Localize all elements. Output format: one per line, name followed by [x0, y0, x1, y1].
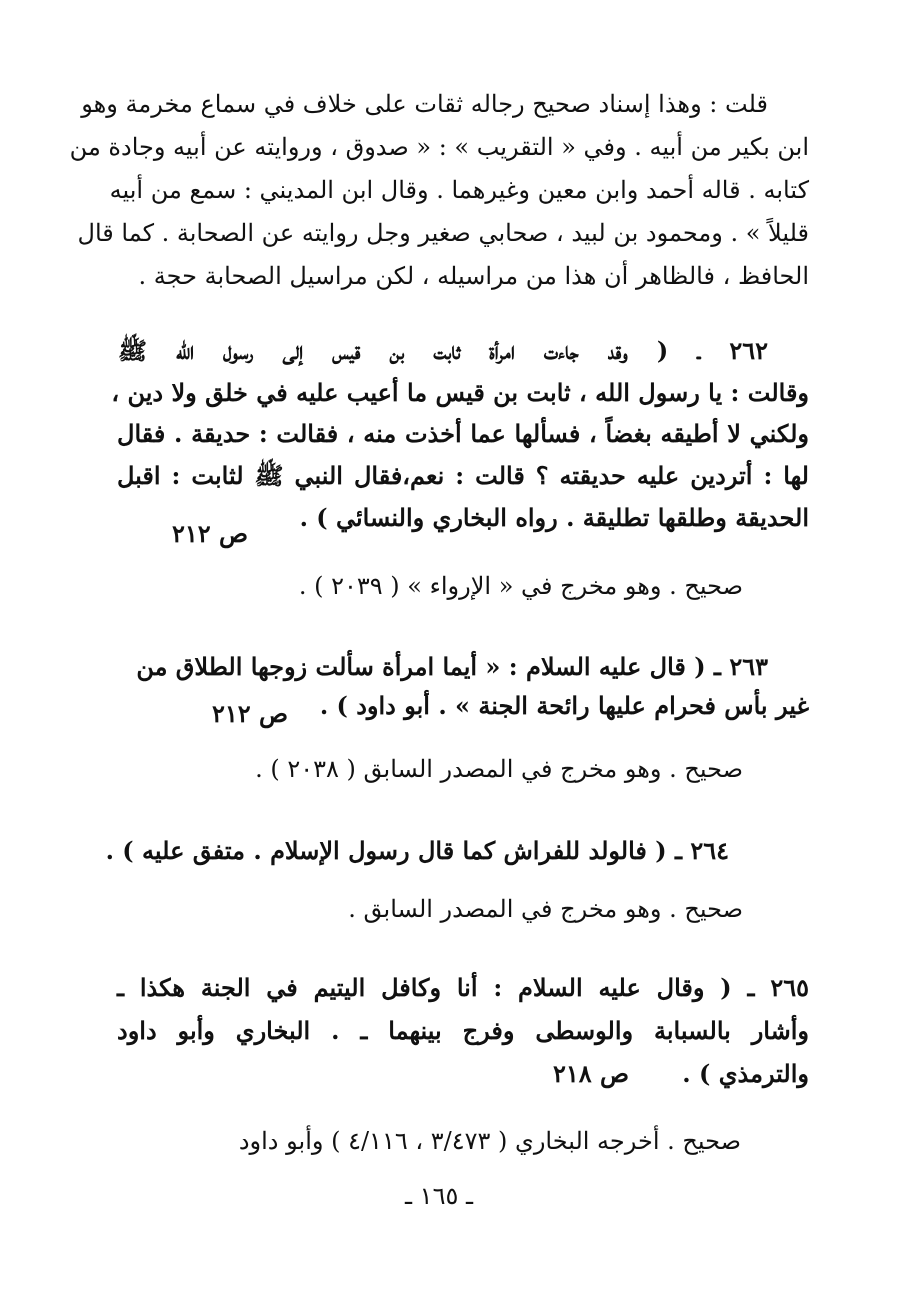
hadith-262-line-4: لها : أتردين عليه حديقته ؟ قالت : نعم،فقال النبي ﷺ لثابت : اقبل	[117, 461, 809, 490]
intro-line-1: قلت : وهذا إسناد صحيح رجاله ثقات على خلاف في سماع مخرمة وهو	[81, 90, 768, 118]
hadith-262-line-3: ولكني لا أطيقه بغضاً ، فسألها عما أخذت منه ، فقالت : حديقة . فقال	[117, 419, 809, 448]
hadith-265-line-1: ٢٦٥ ـ ( وقال عليه السلام : أنا وكافل اليتيم في الجنة هكذا ـ	[117, 973, 809, 1002]
hadith-264-verdict: صحيح . وهو مخرج في المصدر السابق .	[348, 895, 743, 923]
intro-line-3: كتابه . قاله أحمد وابن معين وغيرهما . وقال ابن المديني : سمع من أبيه	[109, 176, 809, 204]
hadith-265-page-ref: ص ٢١٨	[552, 1059, 629, 1088]
intro-line-4: قليلاً » . ومحمود بن لبيد ، صحابي صغير وجل روايته عن الصحابة . كما قال	[77, 219, 809, 247]
hadith-264-line-1: ٢٦٤ ـ ( فالولد للفراش كما قال رسول الإسلام . متفق عليه ) .	[105, 836, 729, 865]
intro-line-5: الحافظ ، فالظاهر أن هذا من مراسيله ، لكن مراسيل الصحابة حجة .	[138, 262, 809, 290]
hadith-265-line-3: والترمذي ) .	[682, 1059, 809, 1088]
hadith-265-line-2: وأشار بالسبابة والوسطى وفرج بينهما ـ . البخاري وأبو داود	[117, 1016, 809, 1045]
hadith-263-line-1: ٢٦٣ ـ ( قال عليه السلام : « أيما امرأة سألت زوجها الطلاق من	[136, 652, 768, 681]
hadith-263-line-2: غير بأس فحرام عليها رائحة الجنة » . أبو داود ) .	[319, 691, 809, 720]
intro-line-2: ابن بكير من أبيه . وفي « التقريب » : « صدوق ، وروايته عن أبيه وجادة من	[69, 133, 809, 161]
hadith-262-page-ref: ص ٢١٢	[172, 519, 249, 548]
hadith-265-verdict: صحيح . أخرجه البخاري ( ٣/٤٧٣ ، ٤/١١٦ ) وأبو داود	[238, 1127, 741, 1155]
page-number: ـ ١٦٥ ـ	[405, 1182, 474, 1210]
hadith-262-line-1: ٢٦٢ ـ ( وقد جاءت امرأة ثابت بن قيس إلى رسول الله ﷺ	[118, 336, 768, 365]
hadith-263-verdict: صحيح . وهو مخرج في المصدر السابق ( ٢٠٣٨ ) .	[255, 755, 743, 783]
hadith-263-page-ref: ص ٢١٢	[212, 699, 289, 728]
hadith-262-line-5: الحديقة وطلقها تطليقة . رواه البخاري والنسائي ) .	[299, 503, 809, 532]
hadith-262-line-2: وقالت : يا رسول الله ، ثابت بن قيس ما أعيب عليه في خلق ولا دين ،	[111, 378, 809, 407]
hadith-262-verdict: صحيح . وهو مخرج في « الإرواء » ( ٢٠٣٩ ) .	[298, 572, 743, 600]
